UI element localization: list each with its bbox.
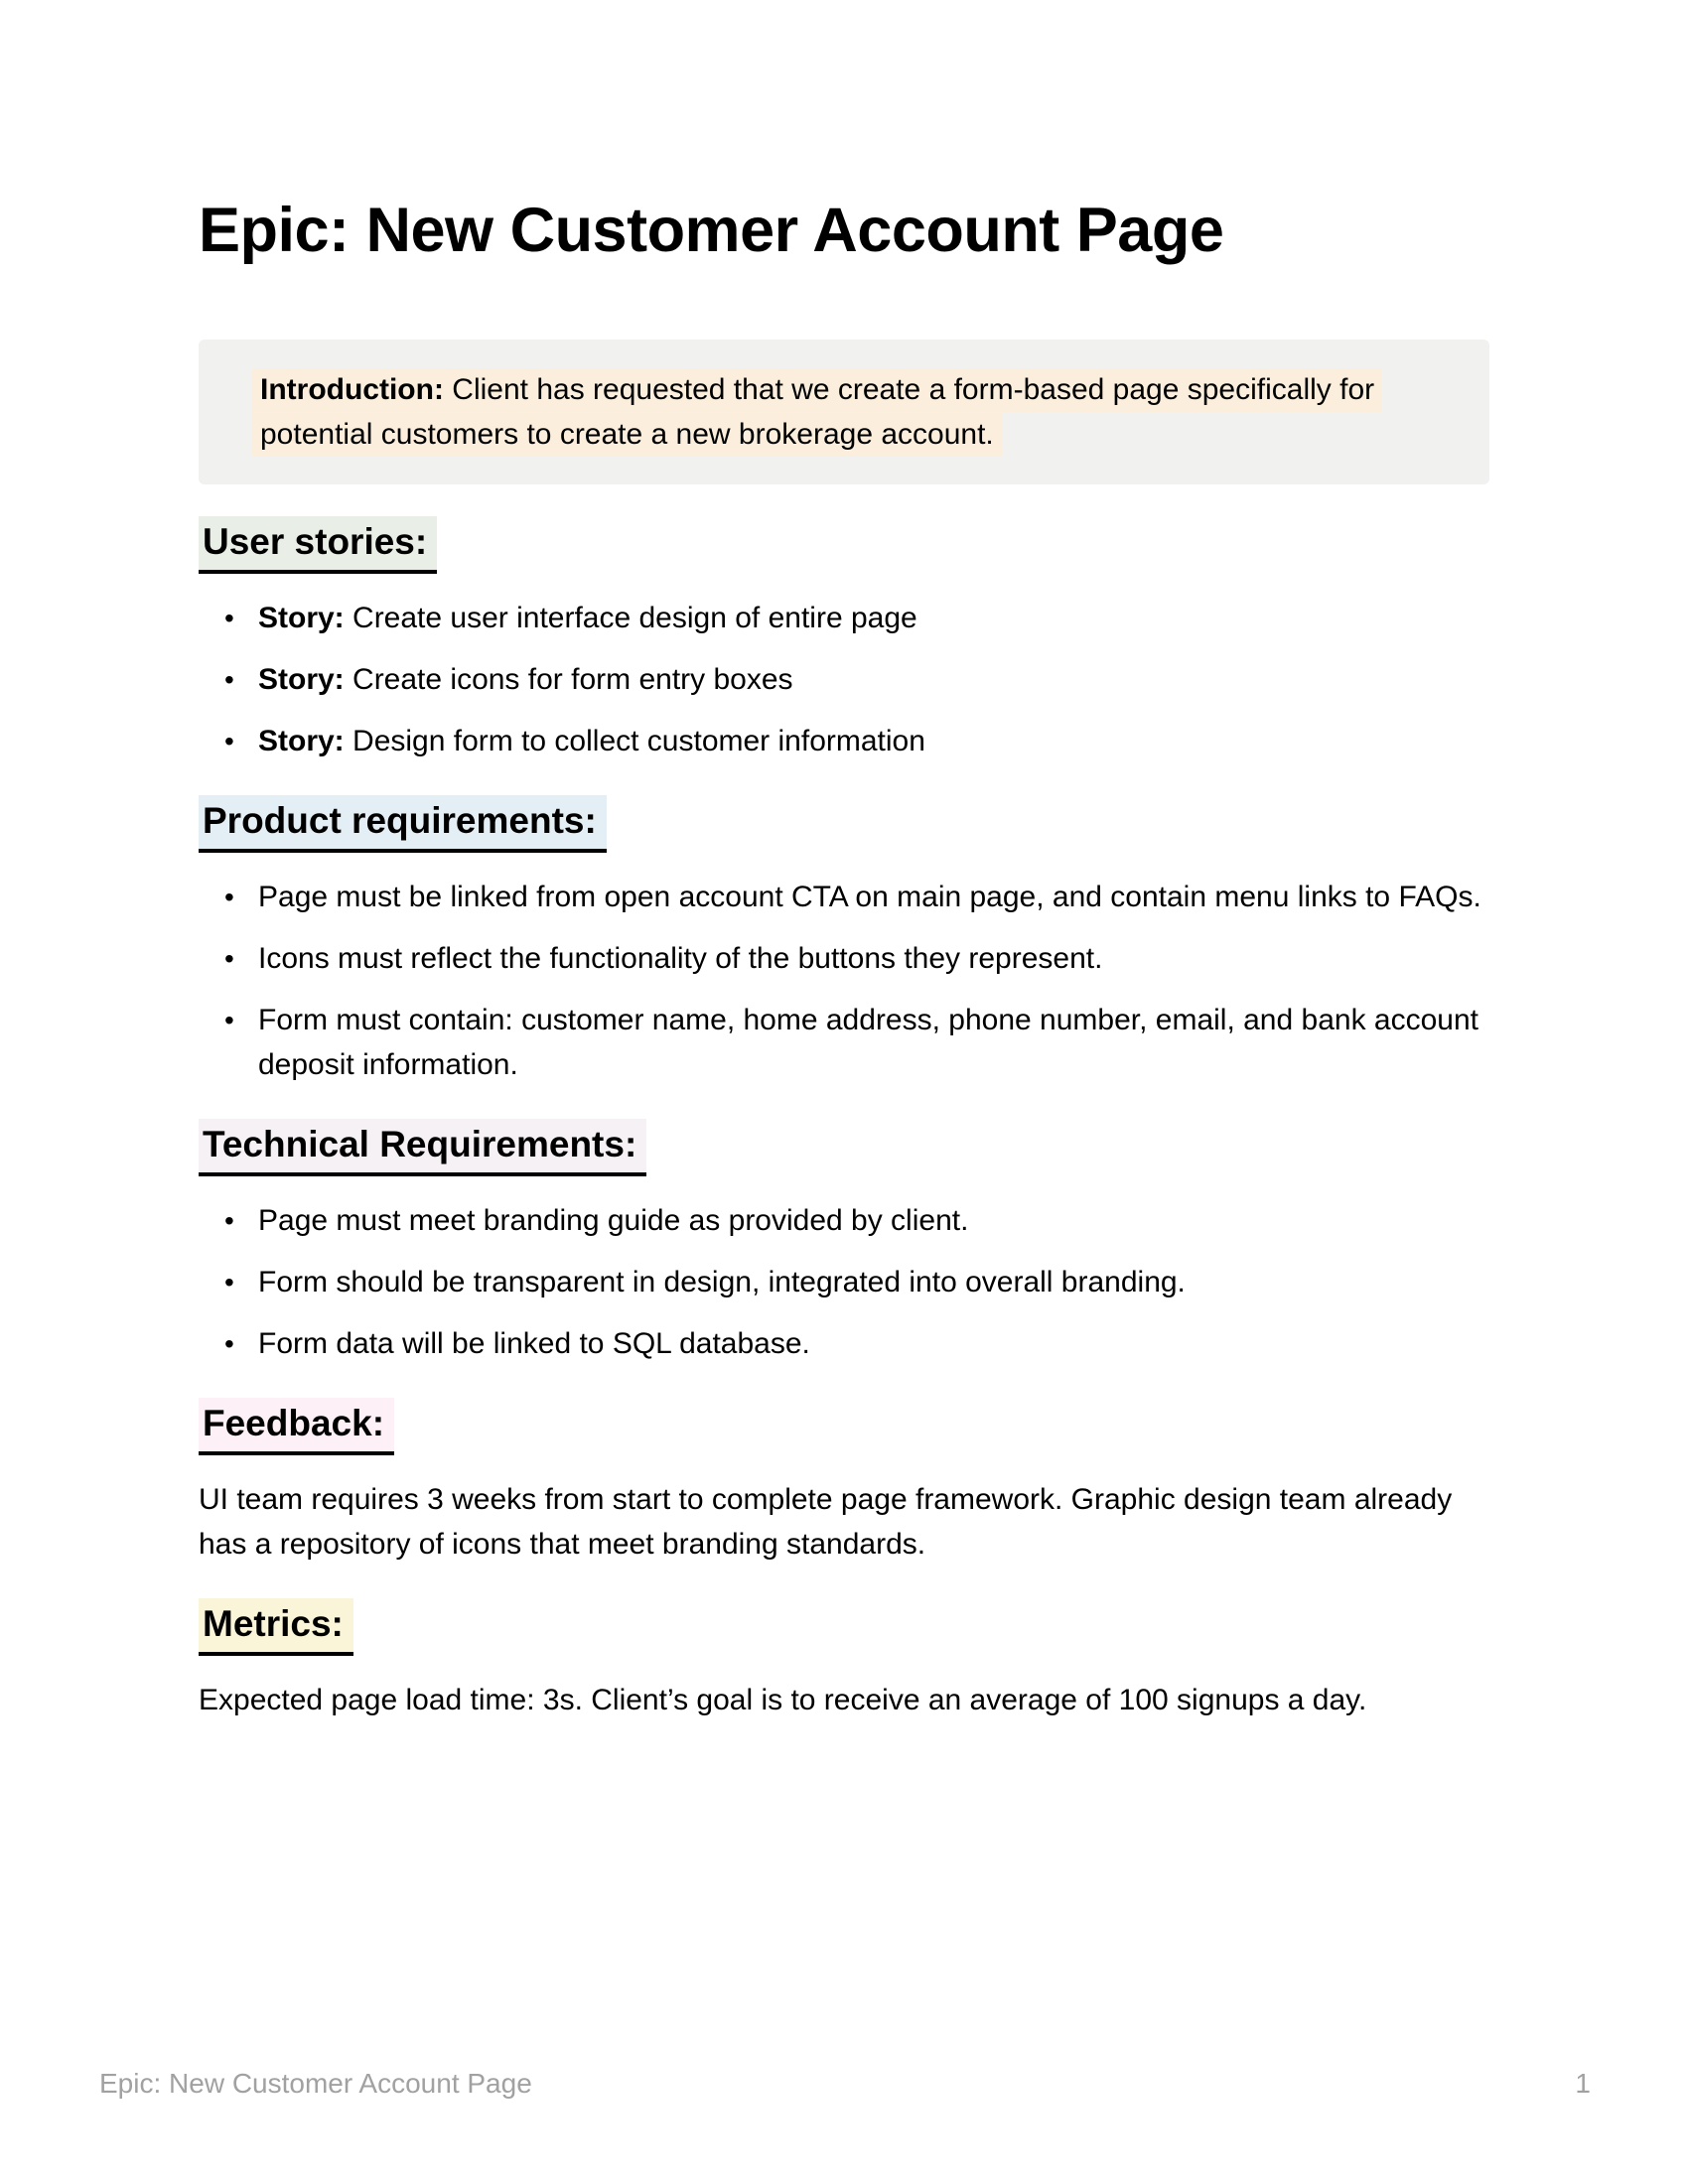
list-item: • Page must meet branding guide as provided by client. [258,1198,1489,1243]
intro-text: Client has requested that we create a form-based page specifically for potential customers to create a new brokerage account. [260,373,1375,451]
footer-page-number: 1 [1575,2068,1591,2099]
section-user-stories [199,516,1489,763]
metrics-heading: Metrics: [199,1598,353,1656]
user-stories-heading: User stories: [199,516,437,574]
intro-highlighted-text [252,368,1382,457]
list-item [258,719,1489,763]
story-text: Create icons for form entry boxes [344,663,793,696]
footer-document-title: Epic: New Customer Account Page [99,2068,532,2099]
metrics-paragraph: Expected page load time: 3s. Client’s goal is to receive an average of 100 signups a day. [199,1684,1367,1716]
list-item: • Page must be linked from open account CTA on main page, and contain menu links to FAQs. [258,875,1489,919]
list-item: • Icons must reflect the functionality of the buttons they represent. [258,936,1489,981]
user-stories-list [199,596,1489,763]
section-product-requirements [199,795,1489,1087]
story-text: Design form to collect customer information [344,725,925,757]
list-item: • Form data will be linked to SQL database. [258,1321,1489,1366]
metrics-heading-row [199,1598,1489,1656]
feedback-heading: Feedback: [199,1398,394,1455]
story-text: Create user interface design of entire page [344,602,917,634]
story-label: Story: [258,725,345,757]
intro-label: Introduction: [260,373,444,406]
technical-requirements-heading: Technical Requirements: [199,1119,646,1176]
technical-requirements-heading-row [199,1119,1489,1176]
list-item [258,596,1489,640]
product-requirements-heading: Product requirements: [199,795,607,853]
list-item: • Form should be transparent in design, integrated into overall branding. [258,1260,1489,1304]
user-stories-heading-row [199,516,1489,574]
feedback-paragraph: UI team requires 3 weeks from start to complete page framework. Graphic design team already has a repository of icons that meet branding standards. [199,1483,1453,1561]
story-label: Story: [258,663,345,696]
section-technical-requirements [199,1119,1489,1366]
list-item: • Form must contain: customer name, home address, phone number, email, and bank account deposit information. [258,998,1489,1087]
section-metrics [199,1598,1489,1722]
product-requirements-list [199,875,1489,1087]
section-feedback [199,1398,1489,1567]
list-item [258,657,1489,702]
technical-requirements-list [199,1198,1489,1366]
intro-panel [199,340,1489,484]
page-footer [99,2067,1591,2101]
feedback-heading-row [199,1398,1489,1455]
product-requirements-heading-row [199,795,1489,853]
page-title: Epic: New Customer Account Page [199,196,1224,265]
story-label: Story: [258,602,345,634]
